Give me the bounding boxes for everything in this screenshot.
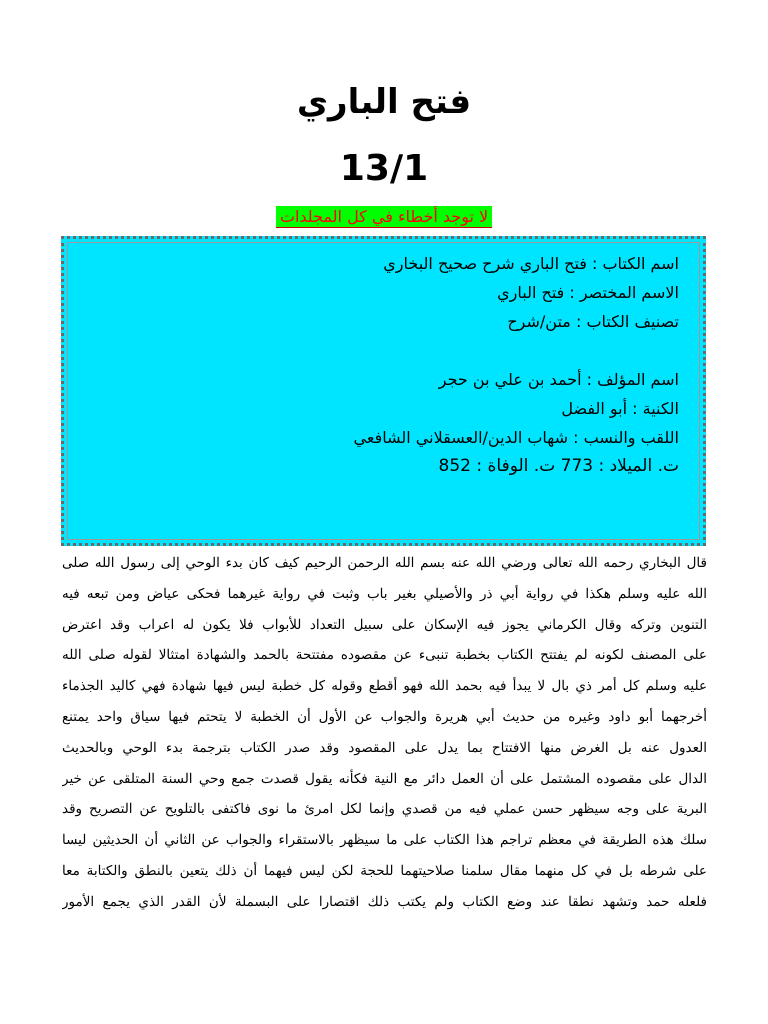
author-name: اسم المؤلف : أحمد بن علي بن حجر — [438, 370, 679, 389]
book-info-list — [354, 249, 679, 481]
document-title: فتح الباري — [296, 82, 472, 122]
body-line: أخرجهما أبو داود وغيره من حديث أبي هريرة والجواب عن الأول أن الخطبة لا يتحتم فيها سياق واحد يمتنع — [62, 708, 707, 725]
body-line: البرية على وجه سيظهر حسن عملي فيه من قصدي وإنما لكل امرئ ما نوى فاكتفى بالتلويح عن التصريح وقد — [62, 801, 707, 818]
body-line: العدول عنه بل الغرض منها الافتتاح بما يدل على المقصود وقد صدر الكتاب بترجمة بدء الوحي وبالحديث — [62, 739, 707, 756]
volume-number: 13/1 — [339, 148, 429, 189]
body-line: على شرطه بل في كل منهما مقال سلمنا صلاحيتهما للحجة لكن ليس فيهما أن ذلك يتعين بالنطق والكتابة معا — [62, 862, 707, 879]
author-kunya: الكنية : أبو الفضل — [561, 399, 679, 418]
errata-notice: لا توجد أخطاء في كل المجلدات — [276, 206, 492, 228]
body-line: عليه وسلم كل أمر ذي بال لا يبدأ فيه بحمد الله فهو أقطع وقوله كل خطبة ليس فيها شهادة فهي كاليد الجذماء — [62, 678, 707, 695]
body-line: قال البخاري رحمه الله تعالى ورضي الله عنه بسم الله الرحمن الرحيم كيف كان بدء الوحي إلى رسول الله صلى — [62, 555, 707, 571]
body-line: التنوين وتركه وقال الكرماني يجوز فيه الإسكان على سبيل التعداد للأبواب فلا يكون له اعراب وقد اعترض — [62, 616, 707, 633]
body-line: الله عليه وسلم هكذا في رواية أبي ذر والأصيلي بغير باب وثبت في رواية غيرهما فحكى عياض ومن تبعه فيه — [62, 585, 707, 602]
body-text — [62, 548, 707, 918]
author-lineage: اللقب والنسب : شهاب الدين/العسقلاني الشافعي — [353, 428, 679, 447]
body-line: على المصنف لكونه لم يفتتح الكتاب بخطبة تنبىء عن مقصوده مفتتحة بالحمد والشهادة امتثالا لقوله صلى الله — [62, 647, 707, 664]
body-line: فلعله حمد وتشهد نطقا عند وضع الكتاب ولم يكتب ذلك اقتصارا على البسملة لأن القدر الذي يجمع الأمور — [62, 893, 707, 910]
short-name: الاسم المختصر : فتح الباري — [497, 283, 679, 302]
book-name: اسم الكتاب : فتح الباري شرح صحيح البخاري — [383, 254, 679, 273]
book-classification: تصنيف الكتاب : متن/شرح — [507, 312, 679, 331]
book-info-box — [61, 236, 706, 546]
body-line: الدال على مقصوده المشتمل على أن العمل دائر مع النية فكأنه يقول قصدت جمع وحي السنة المتلقى عن خير — [62, 770, 707, 787]
notice-container — [0, 206, 768, 228]
body-line: سلك هذه الطريقة في معظم تراجم هذا الكتاب على ما سيظهر بالاستقراء والجواب عن الثاني أن الحديثين ليسا — [62, 832, 707, 849]
author-dates: ت. الميلاد : 773 ت. الوفاة : 852 — [438, 456, 679, 476]
info-spacer — [354, 336, 679, 365]
